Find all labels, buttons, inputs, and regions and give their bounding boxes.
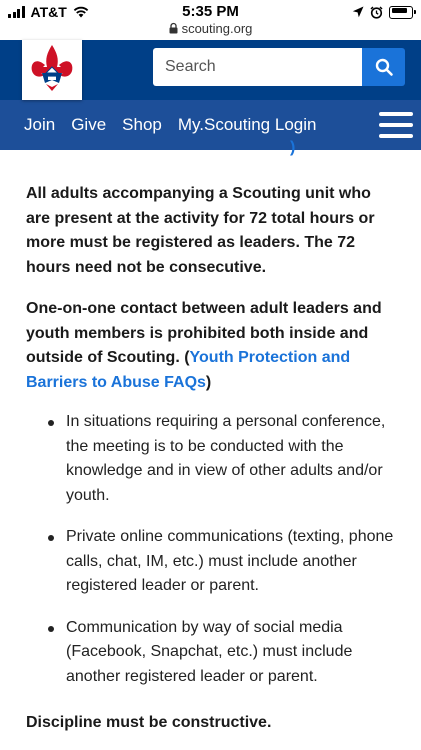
- clock: 5:35 PM: [182, 3, 239, 20]
- hamburger-menu-icon[interactable]: [379, 108, 413, 142]
- list-item: Communication by way of social media (Facebook, Snapchat, etc.) must include another registered leader or parent.: [26, 616, 398, 690]
- youth-protection-faq-link[interactable]: Youth Protection and Barriers to Abuse FAQs: [26, 349, 351, 391]
- status-bar: [0, 0, 421, 40]
- alarm-clock-icon: [370, 6, 383, 19]
- nav-join[interactable]: Join: [24, 115, 56, 134]
- article-content: [26, 139, 398, 706]
- search-icon: [375, 58, 393, 76]
- location-arrow-icon: [352, 6, 364, 18]
- one-on-one-text: One-on-one contact between adult leaders and youth members is prohibited both inside and outside of Scouting. (: [26, 300, 382, 366]
- nav-shop[interactable]: Shop: [122, 115, 162, 134]
- registration-paragraph: All adults accompanying a Scouting unit who are present at the activity for 72 total hours or more must be registered as leaders. The 72 hours need not be consecutive.: [26, 185, 375, 276]
- carrier-label: AT&T: [30, 4, 67, 20]
- paren-close: ): [205, 373, 212, 391]
- list-item: Private online communications (texting, phone calls, chat, IM, etc.) must include another registered leader or parent.: [26, 525, 398, 599]
- url-text: scouting.org: [181, 21, 253, 36]
- system-icons: [352, 4, 413, 20]
- main-nav: [0, 100, 421, 150]
- nav-myscouting-login[interactable]: My.Scouting Login: [177, 115, 317, 134]
- nav-give[interactable]: Give: [71, 115, 107, 134]
- search-button[interactable]: [362, 48, 405, 86]
- guidelines-list: [26, 410, 398, 689]
- search-form: [153, 48, 405, 86]
- battery-icon: [389, 6, 413, 19]
- list-item: In situations requiring a personal conference, the meeting is to be conducted with the knowledge and in view of other adults and/or youth.: [26, 410, 398, 508]
- url-bar[interactable]: [0, 21, 421, 36]
- clipped-text-fragment: ): [290, 139, 296, 156]
- fleur-de-lis-logo-icon: [28, 43, 76, 97]
- one-on-one-paragraph: [26, 297, 398, 395]
- lock-icon: [169, 23, 178, 34]
- discipline-heading: Discipline must be constructive.: [26, 714, 272, 731]
- bsa-logo[interactable]: [22, 40, 82, 100]
- search-input[interactable]: [153, 48, 362, 86]
